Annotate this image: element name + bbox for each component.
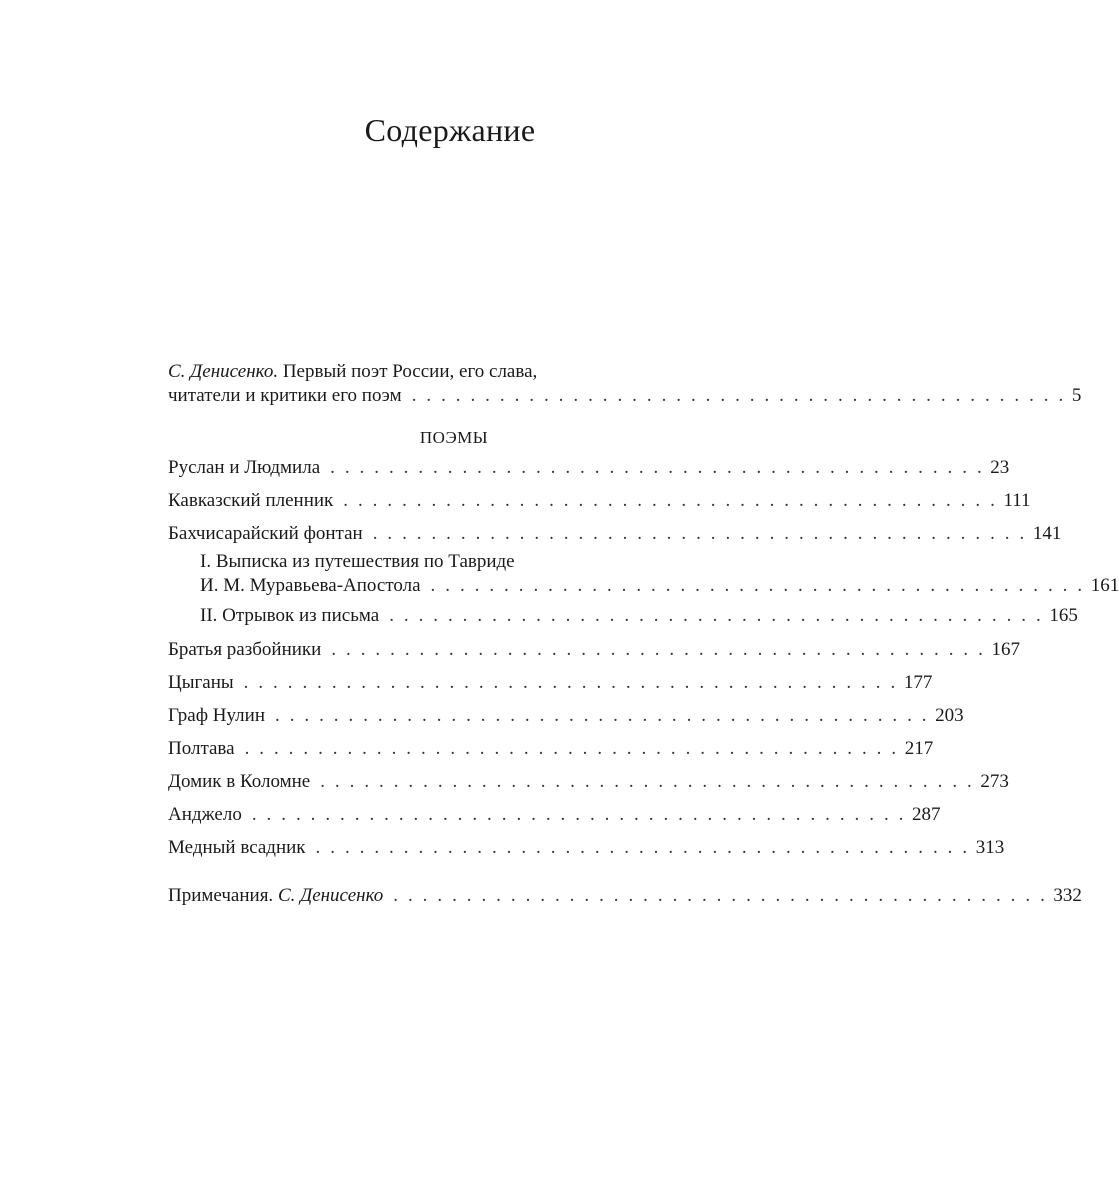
toc-entry-notes-page: 332: [1053, 885, 1082, 906]
toc-subentry-1-line2: [200, 574, 1119, 598]
table-of-contents: [168, 360, 1119, 908]
toc-entry-page: 141: [1032, 523, 1062, 544]
toc-dot-leader: . . . . . . . . . . . . . . . . . . . . . . . . . . . . . . . . . . . . . . . . . . . . .: [393, 885, 1048, 906]
toc-dot-leader: . . . . . . . . . . . . . . . . . . . . . . . . . . . . . . . . . . . . . . . . . . . . .: [389, 605, 1044, 626]
toc-dot-leader: . . . . . . . . . . . . . . . . . . . . . . . . . . . . . . . . . . . . . . . . . . . . .: [343, 490, 998, 511]
toc-entry-label: Медный всадник: [168, 837, 306, 858]
toc-dot-leader: . . . . . . . . . . . . . . . . . . . . . . . . . . . . . . . . . . . . . . . . . . . . .: [275, 705, 930, 726]
toc-entry-page: 111: [1003, 490, 1031, 511]
toc-entry-label: Граф Нулин: [168, 705, 265, 726]
toc-entry-intro-page: 5: [1071, 385, 1082, 406]
toc-entry-page: 287: [912, 804, 941, 825]
toc-entry-page: 203: [935, 705, 964, 726]
toc-entry-notes-title: Примечания.: [168, 885, 274, 906]
toc-entry-label: Кавказский пленник: [168, 490, 334, 511]
toc-entry[interactable]: [168, 704, 964, 728]
toc-entry-intro-line2: [168, 384, 1082, 408]
toc-entry-intro-author: С. Денисенко.: [168, 361, 279, 382]
toc-entry-notes-label: [168, 884, 383, 908]
toc-dot-leader: . . . . . . . . . . . . . . . . . . . . . . . . . . . . . . . . . . . . . . . . . . . . .: [331, 639, 986, 660]
toc-subentry-1-page: 161: [1090, 575, 1119, 596]
toc-entry[interactable]: [168, 671, 933, 695]
toc-entry[interactable]: [168, 836, 1005, 860]
toc-dot-leader: . . . . . . . . . . . . . . . . . . . . . . . . . . . . . . . . . . . . . . . . . . . . .: [411, 385, 1066, 406]
toc-entry-intro-title: Первый поэт России, его слава,: [278, 361, 538, 382]
toc-subentry-1-line1: I. Выписка из путешествия по Тавриде: [200, 551, 515, 572]
toc-dot-leader: . . . . . . . . . . . . . . . . . . . . . . . . . . . . . . . . . . . . . . . . . . . . .: [243, 672, 898, 693]
page-title: Содержание: [364, 112, 536, 148]
toc-entry-label: Братья разбойники: [168, 639, 322, 660]
toc-entry[interactable]: [168, 803, 941, 827]
toc-entry[interactable]: [168, 638, 1020, 662]
toc-dot-leader: . . . . . . . . . . . . . . . . . . . . . . . . . . . . . . . . . . . . . . . . . . . . .: [430, 575, 1085, 596]
toc-entry-page: 273: [980, 771, 1009, 792]
toc-entry[interactable]: [168, 522, 1062, 546]
toc-dot-leader: . . . . . . . . . . . . . . . . . . . . . . . . . . . . . . . . . . . . . . . . . . . . .: [372, 523, 1027, 544]
toc-subentry-2[interactable]: [168, 604, 1078, 628]
toc-entry-page: 167: [991, 639, 1020, 660]
toc-entry-label: Анджело: [168, 804, 242, 825]
toc-dot-leader: . . . . . . . . . . . . . . . . . . . . . . . . . . . . . . . . . . . . . . . . . . . . .: [320, 771, 975, 792]
toc-dot-leader: . . . . . . . . . . . . . . . . . . . . . . . . . . . . . . . . . . . . . . . . . . . . .: [330, 457, 985, 478]
toc-entry-intro-label: читатели и критики его поэм: [168, 385, 402, 406]
toc-dot-leader: . . . . . . . . . . . . . . . . . . . . . . . . . . . . . . . . . . . . . . . . . . . . .: [315, 837, 970, 858]
toc-entry-notes-author: С. Денисенко: [277, 885, 384, 906]
toc-entry-label: Бахчисарайский фонтан: [168, 523, 363, 544]
toc-entry-label: Цыганы: [168, 672, 234, 693]
toc-dot-leader: . . . . . . . . . . . . . . . . . . . . . . . . . . . . . . . . . . . . . . . . . . . . .: [251, 804, 907, 825]
toc-entry[interactable]: [168, 737, 934, 761]
toc-subentry-2-page: 165: [1049, 605, 1078, 626]
toc-entry-label: Полтава: [168, 738, 235, 759]
toc-entry-notes[interactable]: [168, 884, 1082, 908]
toc-entry[interactable]: [168, 489, 1031, 513]
toc-entry[interactable]: [168, 456, 1010, 480]
toc-subentry-2-label: II. Отрывок из письма: [200, 605, 380, 626]
section-title: ПОЭМЫ: [419, 428, 489, 447]
toc-entry-page: 177: [903, 672, 933, 693]
toc-entry-label: Руслан и Людмила: [168, 457, 321, 478]
toc-subentry-1[interactable]: [168, 550, 1119, 598]
toc-entry-page: 217: [904, 738, 934, 759]
toc-entry-intro[interactable]: [168, 360, 1082, 408]
toc-subentry-1-label: И. М. Муравьева-Апостола: [200, 575, 421, 596]
toc-dot-leader: . . . . . . . . . . . . . . . . . . . . . . . . . . . . . . . . . . . . . . . . . . . . .: [244, 738, 899, 759]
toc-entry-intro-line1: [168, 360, 740, 384]
toc-entry-page: 313: [975, 837, 1005, 858]
toc-entry[interactable]: [168, 770, 1009, 794]
toc-entry-label: Домик в Коломне: [168, 771, 311, 792]
toc-entry-page: 23: [990, 457, 1010, 478]
